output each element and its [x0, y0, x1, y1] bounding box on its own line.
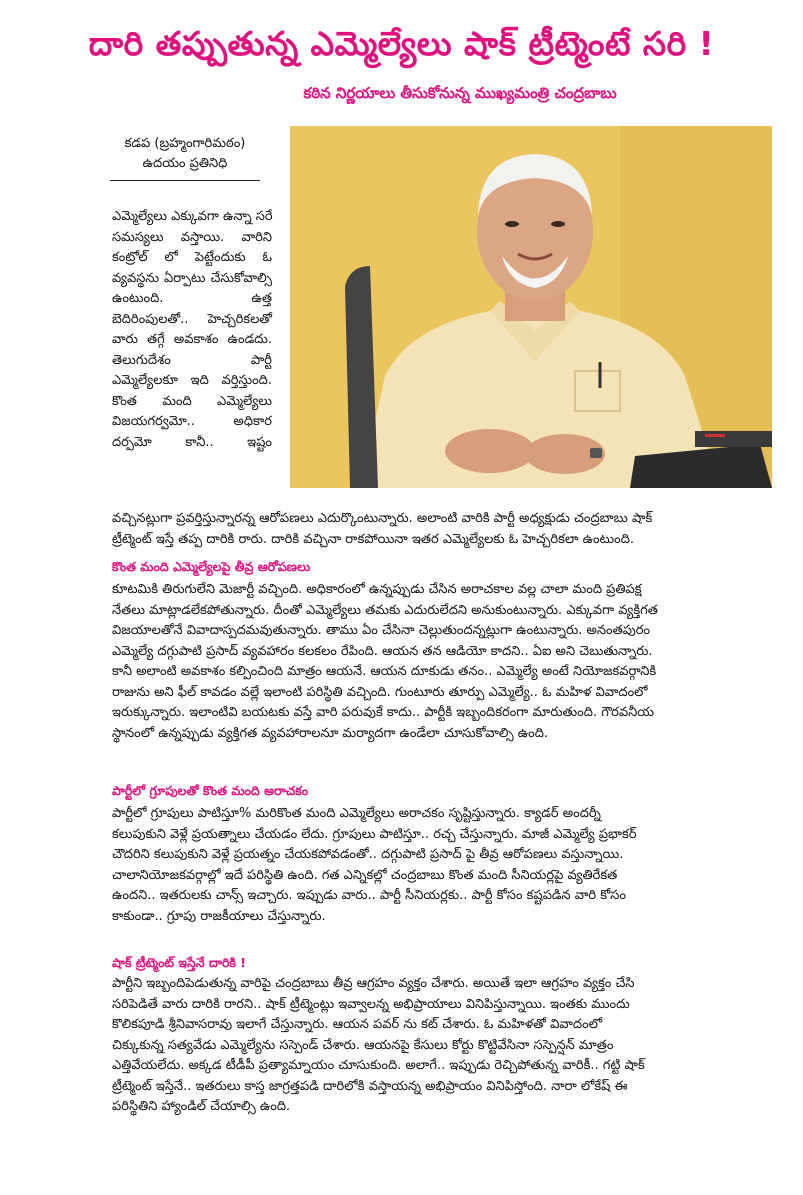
body-line: ట్రీట్మెంట్ ఇస్తేనే.. ఇతరులు కాస్త జాగ్రత్తపడి దారిలోకి వస్తాయన్న అభిప్రాయం వినిపిస్తోంది. నారా లోకేష్ ఈ: [112, 1078, 628, 1094]
intro-line: దర్పమో కానీ.. ఇష్టం: [112, 434, 272, 450]
intro-line: ఎమ్మెల్యేలకూ ఇది వర్తిస్తుంది.: [112, 373, 272, 388]
body-line: చిక్కుకున్న సత్యవేడు ఎమ్మెల్యేను సస్పెండ్ చేశారు. ఆయనపై కేసులు కోర్టు కొట్టివేసినా సస్పెన్షన్ మాత్రం: [112, 1037, 614, 1053]
intro-line: సమస్యలు వస్తాయి. వారిని: [112, 229, 272, 245]
body-line: ఎమ్మెల్యే దగ్గుపాటి ప్రసాద్ వ్యవహారం కలకలం రేపింది. ఆయన తన ఆడియో కాదని.. ఏఐ అని చెబుతున్నారు.: [112, 643, 653, 659]
body-line: ఎత్తివేయలేదు. అక్కడ టీడీపీ ప్రత్యామ్నాయం చూసుకుంది. అలాగే.. ఇప్పుడు రెచ్చిపోతున్న వారికీ.. గట్టి షాక్: [112, 1058, 645, 1073]
intro-line: వ్యవస్థను ఏర్పాటు చేసుకోవాల్సి: [112, 270, 272, 286]
intro-line: విజయగర్వమో.. అధికార: [112, 414, 272, 429]
dateline-byline: ఉదయం ప్రతినిధి: [142, 156, 228, 171]
section-body: [112, 974, 782, 1118]
intro-line: వారు తగ్గే అవకాశం ఉండదు.: [112, 332, 272, 347]
body-line: విజయాలతోనే వివాదాస్పదమవుతున్నారు. తాము ఏం చేసినా చెల్లుతుందన్నట్లుగా ఉంటున్నారు. అనంతపురం: [112, 623, 651, 638]
headline: దారి తప్పుతున్న ఎమ్మెల్యేలు షాక్ ట్రీట్మెంటే సరి !: [88, 24, 715, 63]
intro-line: బెదిరింపులతో.. హెచ్చరికలతో: [112, 311, 272, 327]
body-line: సరిపెడితే వారు దారికి రారని.. షాక్ ట్రీట్మెంట్లు ఇవ్వాలన్న అభిప్రాయాలు వినిపిస్తున్నాయి. ఇంతకు ముందు: [112, 996, 630, 1012]
body-line: స్థానంలో ఉన్నప్పుడు వ్యక్తిగత వ్యవహారాలనూ మర్యాదగా ఉండేలా చూసుకోవాల్సి ఉంది.: [112, 725, 549, 741]
body-line: పార్టీలో గ్రూపులు పాటిస్తూ% మరికొంత మంది ఎమ్మెల్యేలు అరాచకం సృష్టిస్తున్నారు. క్యాడర్ అందర్నీ: [112, 806, 601, 821]
dateline-place: కడప (బ్రహ్మంగారిమఠం): [124, 136, 246, 151]
section-title: పార్టీలో గ్రూపులతో కొంత మంది అరాచకం: [112, 783, 309, 798]
body-line: రాజును అని ఫీల్ కావడం వల్లే ఇలాంటి పరిస్థితి వచ్చింది. గుంటూరు తూర్పు ఎమ్మెల్యే.. ఓ మహిళ వివాదంలో: [112, 684, 648, 700]
portrait-illustration: [290, 126, 772, 488]
body-line: ఇరుక్కున్నారు. ఇలాంటివి బయటకు వస్తే వారి పరువుకే కాదు.. పార్టీకి ఇబ్బందికరంగా మారుతుంది. గౌరవనీయ: [112, 705, 654, 720]
intro-continuation: [112, 509, 782, 550]
body-line: పార్టీని ఇబ్బందిపెడుతున్న వారిపై చంద్రబాబు తీవ్ర ఆగ్రహం వ్యక్తం చేశారు. అయితే ఇలా ఆగ్రహం వ్యక్తం చేసి: [112, 976, 635, 991]
body-line: కానీ అలాంటి అవకాశం కల్పించింది మాత్రం ఆయనే. ఆయన దూకుడు తనం.. ఎమ్మెల్యే అంటే నియోజకవర్గానికి: [112, 664, 657, 679]
dateline-rule: [110, 180, 260, 181]
body-line: ట్రీట్మెంట్ ఇస్తే తప్ప దారికి రారు. దారికి వచ్చినా రాకపోయినా ఇతర ఎమ్మెల్యేలకు ఓ హెచ్చరికలా ఉంటుంది.: [112, 531, 635, 547]
section-title: షాక్ ట్రీట్మెంట్ ఇస్తేనే దారికి !: [112, 955, 246, 970]
body-line: కొలికపూడి శ్రీనివాసరావు ఇలాగే చేస్తున్నారు. ఆయన పవర్ ను కట్ చేశారు. ఓ మహిళతో వివాదంలో: [112, 1017, 603, 1032]
body-line: నేతలు మాట్లాడలేకపోతున్నారు. దీంతో ఎమ్మెల్యేలు తమకు ఎదురులేదని అనుకుంటున్నారు. ఎక్కువగా వ్యక్తిగత: [112, 602, 658, 618]
section-title: కొంత మంది ఎమ్మెల్యేలపై తీవ్ర ఆరోపణలు: [112, 559, 311, 574]
intro-line: ఉంటుంది. ఉత్త: [112, 291, 272, 306]
body-line: కూటమికి తిరుగులేని మెజార్టీ వచ్చింది. అధికారంలో ఉన్నప్పుడు చేసిన అరాచకాల వల్ల చాలా మంది ప్రతిపక్ష: [112, 582, 642, 597]
body-line: చౌదరిని కలుపుకుని వెళ్లే ప్రయత్నం చేయకపోవడంతో.. దగ్గుపాటి ప్రసాద్ పై తీవ్ర ఆరోపణలు వస్తున్నాయి.: [112, 847, 624, 862]
body-line: చాలానియోజకవర్గాల్లో ఇదే పరిస్థితి ఉంది. గత ఎన్నికల్లో చంద్రబాబు కొంత మంది సీనియర్లపై వ్యతిరేకత: [112, 867, 618, 883]
body-line: వచ్చినట్లుగా ప్రవర్తిస్తున్నారన్న ఆరోపణలు ఎదుర్కొంటున్నారు. అలాంటి వారికి పార్టీ అధ్యక్షుడు చంద్రబాబు షాక్: [112, 511, 653, 526]
intro-line: తెలుగుదేశం పార్టీ: [112, 352, 272, 368]
section-body: [112, 804, 782, 927]
body-line: ఉందని.. ఇతరులకు చాన్స్ ఇచ్చారు. ఇప్పుడు వారు.. పార్టీ సీనియర్లకు.. పార్టీ కోసం కష్టపడిన వారి కోసం: [112, 888, 627, 903]
intro-column: [112, 207, 272, 453]
subheadline: కఠిన నిర్ణయాలు తీసుకోనున్న ముఖ్యమంత్రి చంద్రబాబు: [303, 84, 617, 102]
intro-line: ఎమ్మెల్యేలు ఎక్కువగా ఉన్నా సరే: [112, 209, 273, 224]
intro-line: కంట్రోల్ లో పెట్టేందుకు ఓ: [112, 250, 272, 265]
body-line: కాకుండా.. గ్రూపు రాజకీయాలు చేస్తున్నారు.: [112, 908, 326, 924]
body-line: కలుపుకుని వెళ్లే ప్రయత్నాలు చేయడం లేదు. గ్రూపులు పాటిస్తూ.. రచ్చ చేస్తున్నారు. మాజీ ఎమ్మెల్యే ప్రభాకర్: [112, 826, 637, 842]
dateline: [80, 134, 290, 181]
section-body: [112, 580, 782, 744]
body-line: పరిస్థితిని హ్యాండిల్ చేయాల్సి ఉంది.: [112, 1099, 291, 1114]
intro-line: కొంత మంది ఎమ్మెల్యేలు: [112, 393, 272, 409]
article-photo: [290, 126, 772, 488]
